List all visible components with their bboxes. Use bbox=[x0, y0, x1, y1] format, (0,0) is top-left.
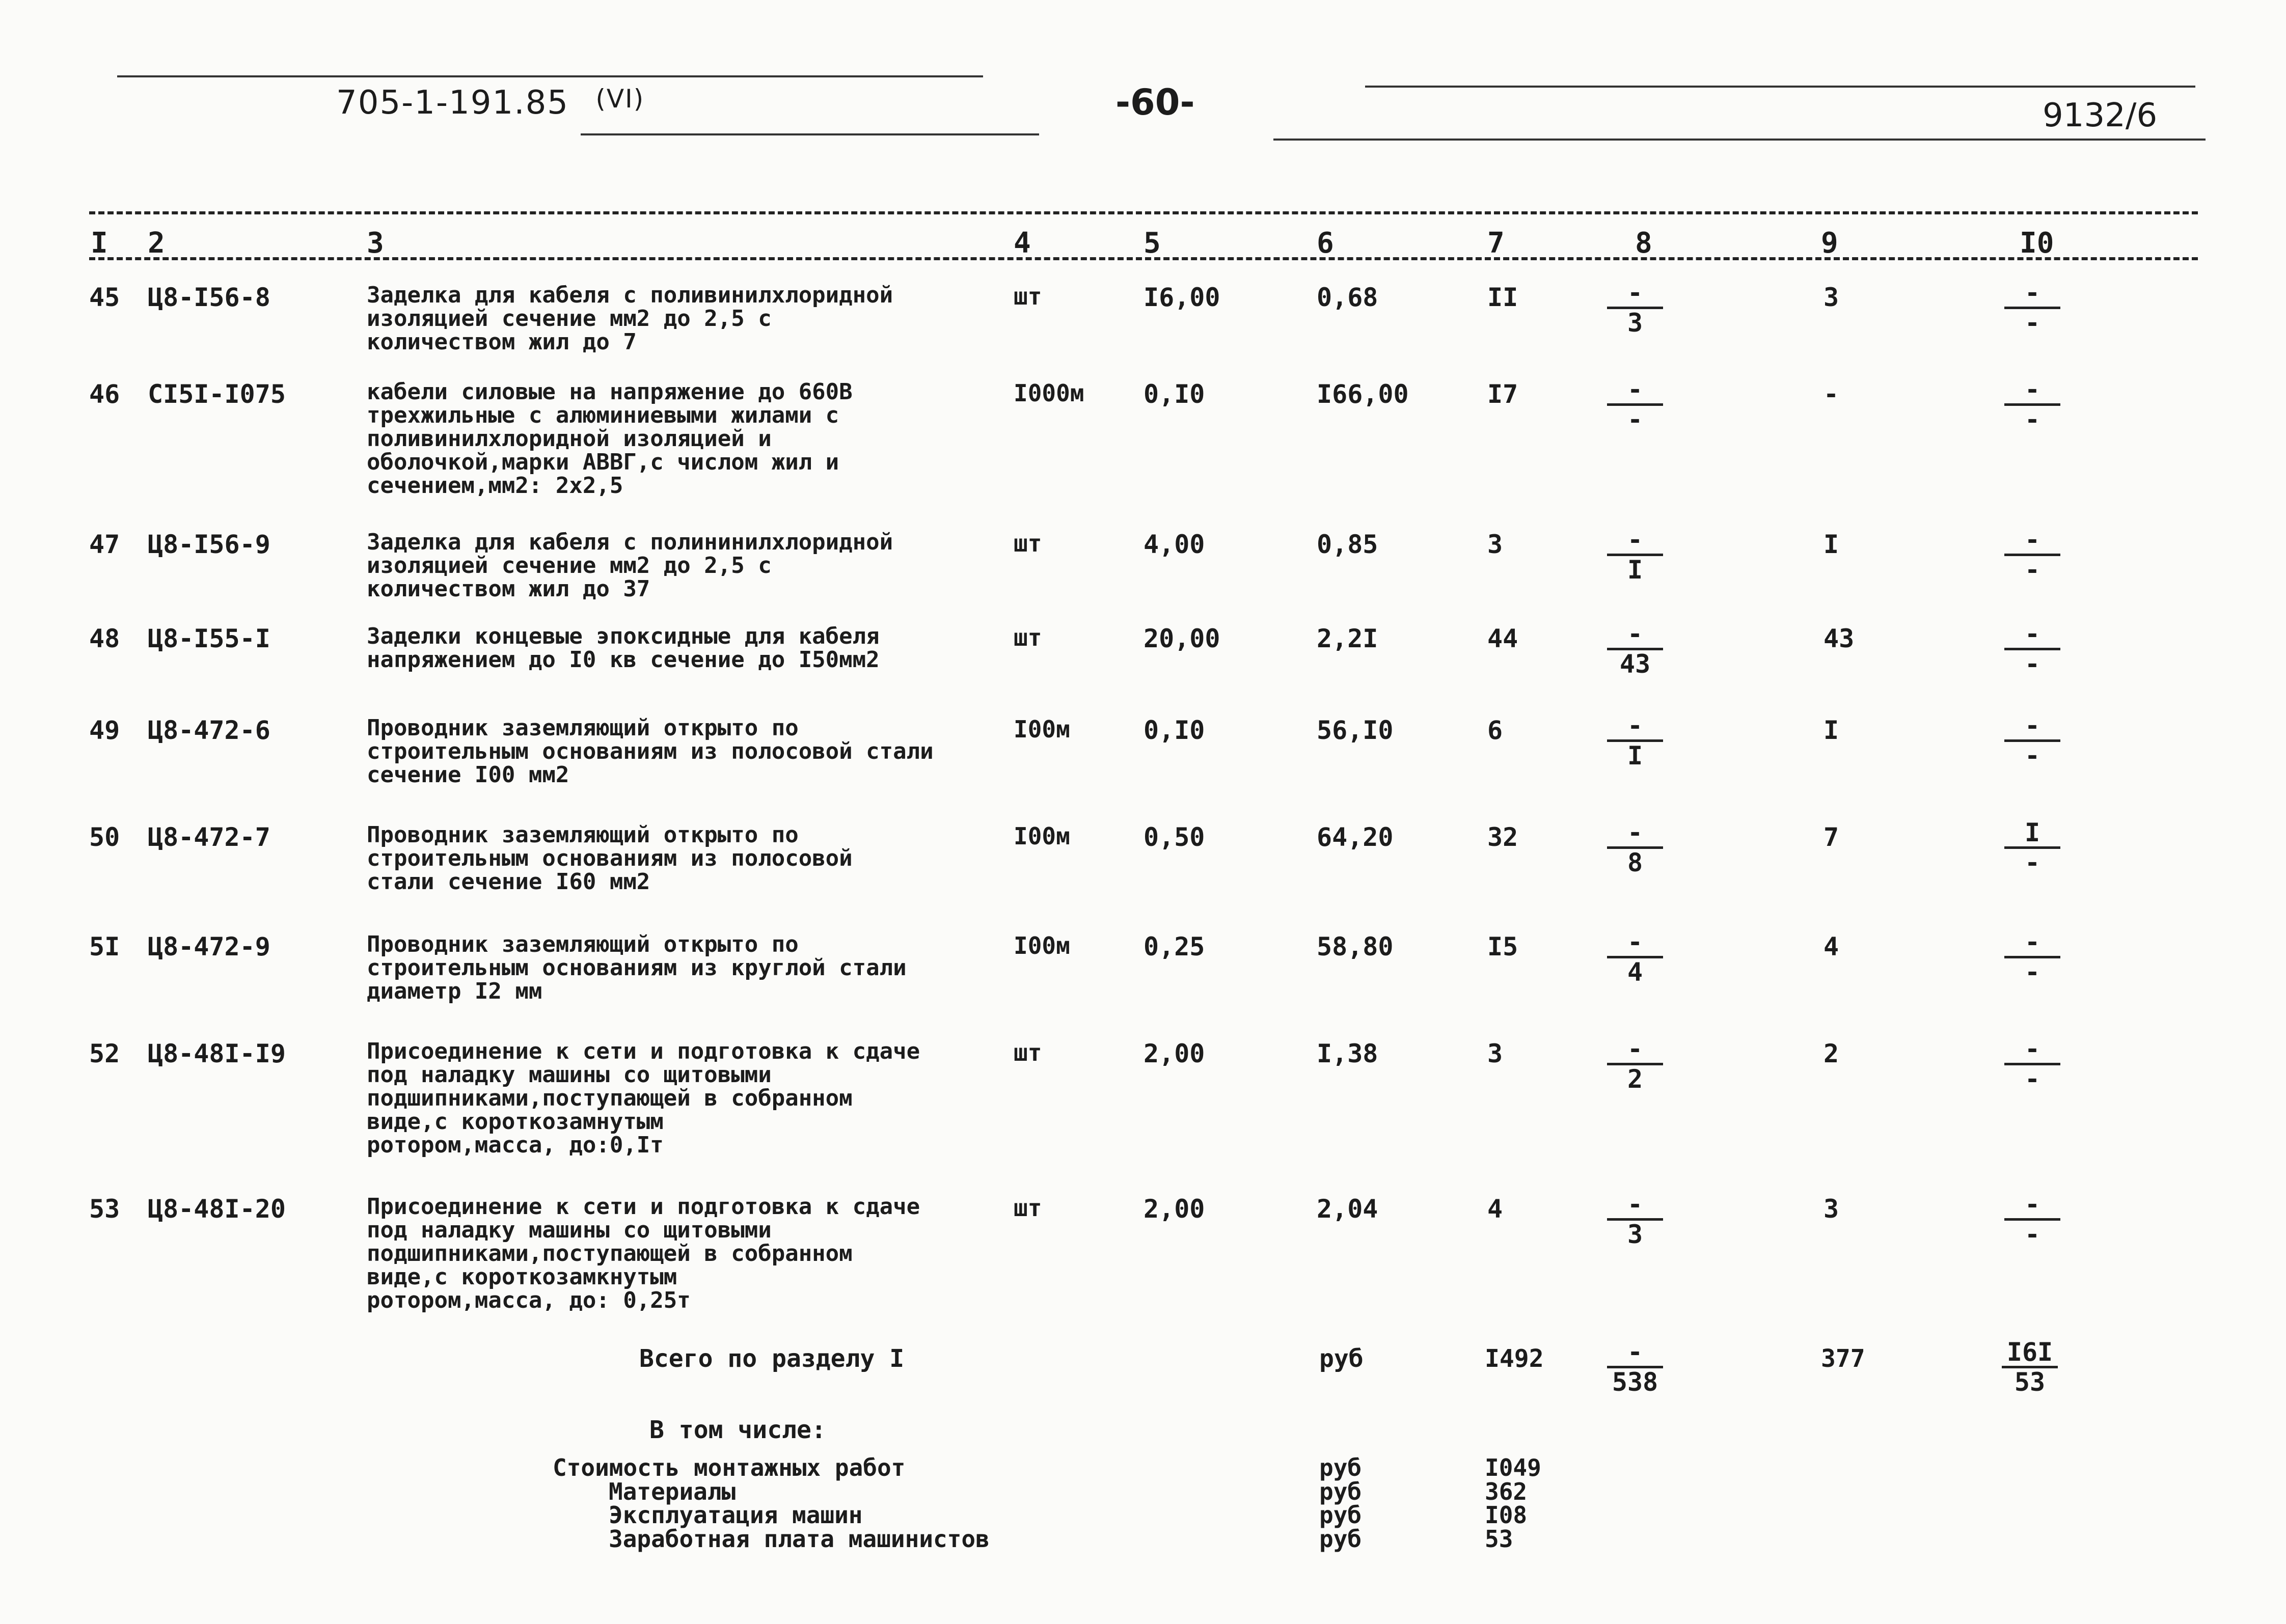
totals-col8 bbox=[1607, 1339, 1663, 1395]
row-col8-bottom: 2 bbox=[1627, 1064, 1643, 1094]
row-col10-top: - bbox=[2024, 278, 2040, 308]
col-header-1: I bbox=[91, 227, 108, 260]
row-code: CI5I-I075 bbox=[148, 379, 286, 409]
row-col10-bottom: - bbox=[2024, 649, 2040, 679]
row-col9: 3 bbox=[1824, 283, 1839, 312]
row-col10-fraction bbox=[2004, 713, 2060, 768]
row-col9: I bbox=[1824, 715, 1839, 745]
row-code: Ц8-48I-20 bbox=[148, 1194, 286, 1224]
row-unit-price: 2,04 bbox=[1317, 1194, 1378, 1224]
row-col8-bottom: 3 bbox=[1627, 308, 1643, 338]
col-header-3: 3 bbox=[367, 227, 384, 260]
row-total: 6 bbox=[1487, 715, 1503, 745]
row-quantity: 0,I0 bbox=[1144, 379, 1205, 409]
col-header-10: I0 bbox=[2020, 227, 2054, 260]
row-col10-top: - bbox=[2024, 1034, 2040, 1064]
row-col10-top: - bbox=[2024, 1190, 2040, 1219]
row-col10-top: - bbox=[2024, 711, 2040, 740]
row-number: 52 bbox=[89, 1039, 120, 1068]
row-number: 45 bbox=[89, 283, 120, 312]
document-code: 705-1-191.85 $^{(VI)}$ bbox=[336, 84, 645, 122]
row-quantity: 2,00 bbox=[1144, 1194, 1205, 1224]
row-col8-bottom: 43 bbox=[1619, 649, 1651, 679]
row-number: 49 bbox=[89, 715, 120, 745]
breakdown-value-3: 53 bbox=[1485, 1525, 1513, 1553]
breakdown-unit-0: руб bbox=[1319, 1454, 1362, 1481]
row-col10-top: - bbox=[2024, 927, 2040, 957]
row-col8-bottom: 3 bbox=[1627, 1220, 1643, 1249]
row-description: кабели силовые на напряжение до 660В трехжильные с алюминиевыми жилами с поливинилхлоридной изоляцией и оболочкой,марки АВВГ,с числом жил и сечением,мм2: 2х2,5 bbox=[367, 379, 853, 499]
row-col8-top: - bbox=[1627, 375, 1643, 404]
row-unit: шт bbox=[1014, 1194, 1042, 1222]
row-code: Ц8-472-6 bbox=[148, 715, 270, 745]
row-col8-top: - bbox=[1627, 927, 1643, 957]
row-col10-fraction bbox=[2004, 1036, 2060, 1092]
totals-label: Всего по разделу I bbox=[639, 1344, 905, 1373]
breakdown-unit-2: руб bbox=[1319, 1501, 1362, 1529]
row-col10-fraction bbox=[2004, 280, 2060, 336]
row-col9: 2 bbox=[1824, 1039, 1839, 1068]
row-description: Проводник заземляющий открыто по строительным основаниям из полосовой стали сечение I60 мм2 bbox=[367, 822, 853, 895]
row-description: Заделка для кабеля с полининилхлоридной изоляцией сечение мм2 до 2,5 с количеством жил до 37 bbox=[367, 529, 893, 602]
row-col10-bottom: - bbox=[2024, 1220, 2040, 1249]
row-description: Присоединение к сети и подготовка к сдаче под наладку машины со щитовыми подшипниками,поступающей в собранном виде,с короткозамкнутым ротором,масса, до: 0,25т bbox=[367, 1194, 920, 1313]
row-description: Проводник заземляющий открыто по строительным основаниям из круглой стали диаметр I2 мм bbox=[367, 931, 907, 1004]
table-top-rule bbox=[89, 211, 2198, 214]
header-rule-top-right bbox=[1365, 86, 2195, 88]
col-header-2: 2 bbox=[148, 227, 165, 260]
row-unit-price: I66,00 bbox=[1317, 379, 1409, 409]
row-total: 3 bbox=[1487, 1039, 1503, 1068]
row-code: Ц8-472-9 bbox=[148, 932, 270, 961]
row-unit: шт bbox=[1014, 530, 1042, 557]
row-unit-price: 58,80 bbox=[1317, 932, 1394, 961]
row-unit-price: 56,I0 bbox=[1317, 715, 1394, 745]
document-code-suffix: (VI) bbox=[595, 84, 645, 114]
row-total: 32 bbox=[1487, 822, 1518, 852]
row-code: Ц8-48I-I9 bbox=[148, 1039, 286, 1068]
row-unit: I00м bbox=[1014, 715, 1070, 743]
row-total: I5 bbox=[1487, 932, 1518, 961]
row-quantity: 2,00 bbox=[1144, 1039, 1205, 1068]
totals-col10 bbox=[2002, 1339, 2058, 1395]
row-number: 47 bbox=[89, 530, 120, 559]
row-col8-bottom: 8 bbox=[1627, 848, 1643, 877]
row-col8-fraction bbox=[1607, 280, 1663, 336]
row-col10-bottom: - bbox=[2024, 405, 2040, 434]
row-total: I7 bbox=[1487, 379, 1518, 409]
row-col10-top: - bbox=[2024, 375, 2040, 404]
row-col8-top: - bbox=[1627, 711, 1643, 740]
row-quantity: 0,I0 bbox=[1144, 715, 1205, 745]
row-col10-bottom: - bbox=[2024, 957, 2040, 987]
row-col10-top: - bbox=[2024, 619, 2040, 649]
totals-col10-top: I6I bbox=[2006, 1337, 2053, 1367]
row-col10-fraction bbox=[2004, 929, 2060, 985]
row-unit: шт bbox=[1014, 624, 1042, 651]
row-description: Присоединение к сети и подготовка к сдаче под наладку машины со щитовыми подшипниками,поступающей в собранном виде,с короткозамнутым ротором,масса, до:0,Iт bbox=[367, 1038, 920, 1158]
row-total: 3 bbox=[1487, 530, 1503, 559]
breakdown-label-0: Стоимость монтажных работ bbox=[553, 1454, 906, 1481]
row-quantity: I6,00 bbox=[1144, 283, 1220, 312]
col-header-6: 6 bbox=[1317, 227, 1334, 260]
row-quantity: 0,50 bbox=[1144, 822, 1205, 852]
row-description: Заделки концевые эпоксидные для кабеля напряжением до I0 кв сечение до I50мм2 bbox=[367, 623, 880, 673]
row-col10-fraction bbox=[2004, 1192, 2060, 1247]
totals-col8-top: - bbox=[1627, 1337, 1643, 1367]
row-number: 53 bbox=[89, 1194, 120, 1224]
totals-col10-bottom: 53 bbox=[2014, 1367, 2046, 1397]
row-col8-top: - bbox=[1627, 1190, 1643, 1219]
totals-col8-bottom: 538 bbox=[1612, 1367, 1658, 1397]
row-col8-fraction bbox=[1607, 820, 1663, 875]
row-col8-fraction bbox=[1607, 1036, 1663, 1092]
row-col8-fraction bbox=[1607, 929, 1663, 985]
col-header-5: 5 bbox=[1144, 227, 1161, 260]
row-number: 46 bbox=[89, 379, 120, 409]
row-col9: 4 bbox=[1824, 932, 1839, 961]
row-col10-fraction bbox=[2004, 527, 2060, 583]
sheet-code: 9132/6 bbox=[2043, 97, 2158, 134]
row-col10-bottom: - bbox=[2024, 308, 2040, 338]
row-unit-price: I,38 bbox=[1317, 1039, 1378, 1068]
breakdown-value-1: 362 bbox=[1485, 1478, 1528, 1505]
col-header-9: 9 bbox=[1821, 227, 1838, 260]
row-col8-fraction bbox=[1607, 713, 1663, 768]
page-number: -60- bbox=[1115, 81, 1195, 123]
row-quantity: 20,00 bbox=[1144, 624, 1220, 653]
row-col8-top: - bbox=[1627, 818, 1643, 847]
row-col10-top: I bbox=[2024, 818, 2040, 847]
row-unit: шт bbox=[1014, 283, 1042, 310]
row-unit-price: 0,85 bbox=[1317, 530, 1378, 559]
col-header-4: 4 bbox=[1014, 227, 1031, 260]
breakdown-heading: В том числе: bbox=[649, 1416, 826, 1444]
row-col8-fraction bbox=[1607, 1192, 1663, 1247]
totals-total: I492 bbox=[1485, 1344, 1544, 1373]
header-rule-right bbox=[1273, 139, 2206, 141]
totals-col9: 377 bbox=[1821, 1344, 1865, 1373]
row-col10-bottom: - bbox=[2024, 848, 2040, 877]
row-total: II bbox=[1487, 283, 1518, 312]
row-number: 48 bbox=[89, 624, 120, 653]
row-unit: I00м bbox=[1014, 822, 1070, 850]
row-total: 4 bbox=[1487, 1194, 1503, 1224]
row-code: Ц8-I56-8 bbox=[148, 283, 270, 312]
row-col8-bottom: I bbox=[1627, 741, 1643, 770]
row-col8-bottom: 4 bbox=[1627, 957, 1643, 987]
row-col10-fraction bbox=[2004, 820, 2060, 875]
row-quantity: 4,00 bbox=[1144, 530, 1205, 559]
header-rule-mid bbox=[581, 133, 1039, 135]
breakdown-label-3: Заработная плата машинистов bbox=[609, 1525, 990, 1553]
row-col9: - bbox=[1824, 379, 1839, 409]
row-code: Ц8-I55-I bbox=[148, 624, 270, 653]
row-col8-top: - bbox=[1627, 525, 1643, 555]
row-total: 44 bbox=[1487, 624, 1518, 653]
row-col10-bottom: - bbox=[2024, 555, 2040, 585]
row-col8-top: - bbox=[1627, 619, 1643, 649]
row-number: 5I bbox=[89, 932, 120, 961]
row-unit: I00м bbox=[1014, 932, 1070, 959]
row-col8-bottom: - bbox=[1627, 405, 1643, 434]
breakdown-unit-1: руб bbox=[1319, 1478, 1362, 1505]
totals-unit: руб bbox=[1319, 1344, 1364, 1373]
row-col10-bottom: - bbox=[2024, 741, 2040, 770]
row-unit-price: 64,20 bbox=[1317, 822, 1394, 852]
row-col10-fraction bbox=[2004, 377, 2060, 432]
row-description: Заделка для кабеля с поливинилхлоридной изоляцией сечение мм2 до 2,5 с количеством жил до 7 bbox=[367, 282, 893, 355]
row-quantity: 0,25 bbox=[1144, 932, 1205, 961]
row-col8-fraction bbox=[1607, 377, 1663, 432]
row-col8-fraction bbox=[1607, 621, 1663, 677]
breakdown-label-2: Эксплуатация машин bbox=[609, 1501, 863, 1529]
row-col9: 3 bbox=[1824, 1194, 1839, 1224]
row-col9: 7 bbox=[1824, 822, 1839, 852]
col-header-7: 7 bbox=[1487, 227, 1505, 260]
row-col9: I bbox=[1824, 530, 1839, 559]
row-description: Проводник заземляющий открыто по строительным основаниям из полосовой стали сечение I00 мм2 bbox=[367, 715, 934, 788]
breakdown-value-0: I049 bbox=[1485, 1454, 1541, 1481]
row-col10-top: - bbox=[2024, 525, 2040, 555]
breakdown-unit-3: руб bbox=[1319, 1525, 1362, 1553]
row-unit: шт bbox=[1014, 1039, 1042, 1066]
row-number: 50 bbox=[89, 822, 120, 852]
breakdown-value-2: I08 bbox=[1485, 1501, 1528, 1529]
row-unit-price: 2,2I bbox=[1317, 624, 1378, 653]
row-unit-price: 0,68 bbox=[1317, 283, 1378, 312]
row-code: Ц8-472-7 bbox=[148, 822, 270, 852]
row-code: Ц8-I56-9 bbox=[148, 530, 270, 559]
row-col9: 43 bbox=[1824, 624, 1855, 653]
col-header-8: 8 bbox=[1635, 227, 1652, 260]
header-rule-top bbox=[117, 75, 983, 77]
row-col8-top: - bbox=[1627, 278, 1643, 308]
breakdown-label-1: Материалы bbox=[609, 1478, 736, 1505]
row-unit: I000м bbox=[1014, 379, 1084, 407]
row-col8-fraction bbox=[1607, 527, 1663, 583]
row-col8-bottom: I bbox=[1627, 555, 1643, 585]
row-col8-top: - bbox=[1627, 1034, 1643, 1064]
row-col10-fraction bbox=[2004, 621, 2060, 677]
row-col10-bottom: - bbox=[2024, 1064, 2040, 1094]
